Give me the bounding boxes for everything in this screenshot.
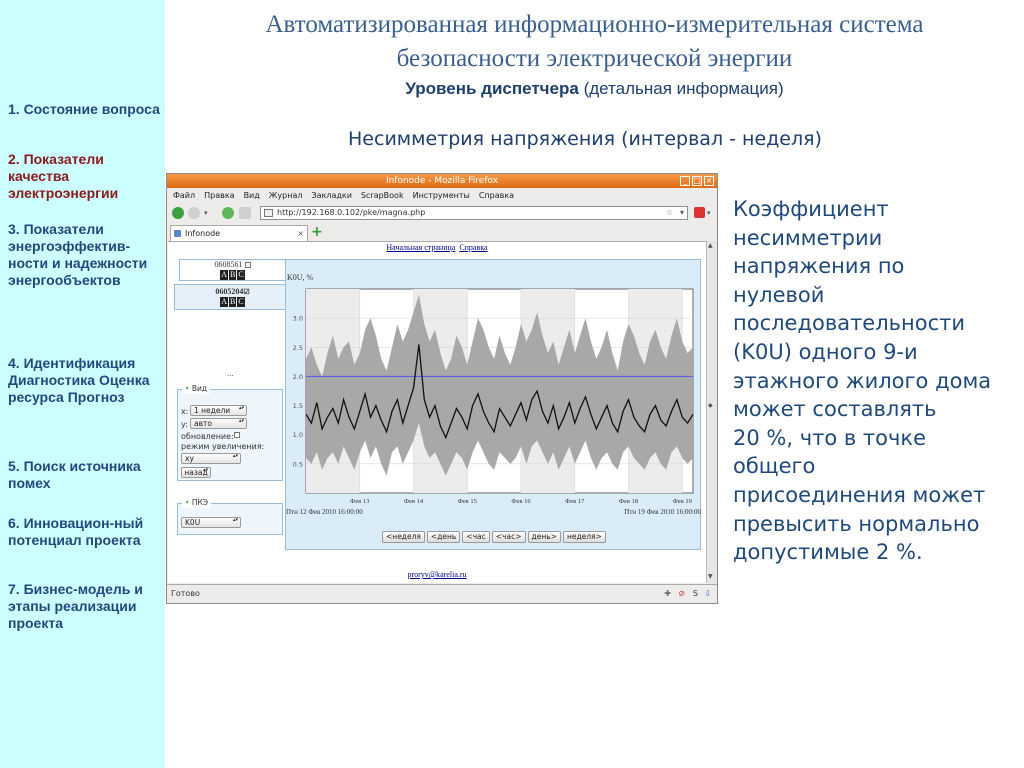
chart-title: K0U, % [287,273,314,282]
page-title-line1: Автоматизированная информационно-измерительная система [265,11,924,38]
y-tick-label: 2.0 [292,372,303,381]
nav-item-interference[interactable]: 5. Поиск источника помех [8,458,141,491]
view-legend-text: Вид [191,384,208,393]
phase-b: B [230,270,236,279]
refresh-checkbox[interactable] [234,432,240,438]
nav-item-innovation[interactable]: 6. Инновацион-ный потенциал проекта [8,515,144,548]
menu-history[interactable]: Журнал [268,191,303,200]
time-nav-buttons [382,531,606,543]
section-title: Несимметрия напряжения (интервал - неделя) [348,128,822,150]
menu-help[interactable]: Справка [478,191,515,200]
pke-select[interactable]: K0U ▴▾ [181,517,241,528]
ellipsis: ... [227,370,234,378]
next-day-button[interactable]: день> [528,531,561,543]
tab-close-icon[interactable]: × [297,229,304,238]
x-tick-label: Фев 14 [403,498,424,505]
status-block-icon[interactable]: ⊘ [678,589,685,598]
pke-legend [182,498,211,508]
tab-infonode[interactable] [170,225,308,241]
menu-tools[interactable]: Инструменты [412,191,470,200]
navigation-toolbar [167,203,717,223]
status-bar [167,584,717,603]
x-tick-label: Фев 16 [511,498,531,505]
page-icon [264,209,273,217]
menu-bar [167,188,717,203]
x-label: x: [181,407,189,416]
meter-id: 0608561 [214,260,243,269]
star-icon[interactable]: ☆ [665,208,673,217]
window-controls [680,176,714,186]
meter-checkbox[interactable] [245,262,251,268]
y-label: y: [181,420,188,429]
url-dropdown-icon[interactable]: ▾ [679,208,684,217]
pke-legend-text: ПКЭ [191,498,209,507]
contact-email-link[interactable]: proryv@karelia.ru [407,570,467,579]
left-sidebar [0,0,165,768]
meter-id: 0605204 [215,287,244,296]
description-text: Коэффициент несимметрии напряжения по нулевой последовательности (K0U) одного 9-и этажного жилого дома может составлять 20 %, что в точке общего присоединения может превысить нормально допустимые 2 %. [733,197,992,565]
bullet-icon: • [185,384,190,393]
refresh-label: обновление: [181,432,234,441]
y-tick-label: 1.0 [292,431,303,440]
tab-page-icon [174,230,181,237]
view-legend [182,384,210,394]
subtitle-level: Уровень диспетчера [405,79,579,98]
status-text: Готово [171,589,200,598]
page-subtitle [165,78,1024,100]
y-select[interactable]: авто ▴▾ [190,418,247,429]
back-icon[interactable] [172,207,184,219]
tab-bar [167,224,717,241]
zoom-select[interactable]: xy ▴▾ [181,453,241,464]
x-tick-label: Фев 15 [457,498,477,505]
nav-item-state[interactable]: 1. Состояние вопроса [8,101,160,117]
chart-panel [285,259,701,550]
maximize-icon[interactable]: □ [693,176,701,185]
menu-file[interactable]: Файл [173,191,196,200]
status-s-icon[interactable]: S [692,589,698,598]
meter-item-1[interactable] [179,259,286,281]
date-start: Птн 12 Фев 2010 16:00:00 [286,508,363,516]
phase-b: B [230,297,236,306]
menu-bookmarks[interactable]: Закладки [311,191,352,200]
nav-item-identification[interactable]: 4. Идентификация Диагностика Оценка ресурса Прогноз [8,355,150,405]
adblock-icon[interactable] [694,207,705,218]
vertical-scrollbar[interactable] [706,241,717,583]
page-content [168,241,706,583]
menu-edit[interactable]: Правка [204,191,235,200]
menu-scrapbook[interactable]: ScrapBook [360,191,404,200]
date-end: Птн 19 Фев 2010 16:00:00 [624,508,701,516]
url-text: http://192.168.0.102/pke/magna.php [277,208,426,217]
x-tick-label: Фев 19 [672,498,692,505]
toolbar-dropdown-icon[interactable]: ▾ [707,209,711,217]
status-tool-icon[interactable]: ✚ [664,589,671,598]
nav-item-business[interactable]: 7. Бизнес-модель и этапы реализации проекта [8,581,143,631]
back-button[interactable]: назад ▴▾ [181,467,211,478]
x-tick-label: Фев 18 [618,498,639,505]
x-tick-label: Фев 17 [565,498,585,505]
history-dropdown-icon[interactable]: ▾ [204,209,208,217]
nav-item-efficiency[interactable]: 3. Показатели энергоэффектив-ности и надежности энергообъектов [8,221,148,288]
scroll-down-icon[interactable]: ▼ [708,573,713,580]
url-bar[interactable] [260,206,688,220]
page-links [168,242,706,254]
subtitle-detail: (детальная информация) [578,79,784,98]
meter-item-2[interactable] [174,284,291,310]
menu-view[interactable]: Вид [243,191,260,200]
phase-c: C [238,270,244,279]
pke-panel [177,498,283,535]
status-download-icon[interactable]: ⇩ [704,589,711,598]
x-select[interactable]: 1 недели ▴▾ [190,405,247,416]
new-tab-icon[interactable]: + [311,224,323,240]
prev-day-button[interactable]: <день [427,531,460,543]
phase-c: C [238,297,244,306]
meter-checkbox-checked[interactable]: ☑ [243,288,250,296]
phase-a: A [221,297,228,306]
forward-icon[interactable] [188,207,200,219]
y-tick-label: 3.0 [292,314,303,323]
window-titlebar [167,174,717,188]
tab-title: Infonode [185,229,221,238]
prev-week-button[interactable]: <неделя [382,531,425,543]
prev-hour-button[interactable]: <час [462,531,489,543]
home-link[interactable]: Начальная страница [386,243,456,252]
close-icon[interactable]: × [705,176,713,185]
minimize-icon[interactable]: _ [680,176,690,186]
x-tick-label: Фев 13 [350,498,370,505]
reload-icon[interactable] [222,207,234,219]
nav-item-quality[interactable]: 2. Показатели качества электроэнергии [8,151,119,201]
y-tick-label: 0.5 [292,460,303,469]
phase-a: A [221,270,228,279]
hour-button[interactable]: <час> [492,531,526,543]
zoom-label: режим увеличения: [181,442,265,451]
chart-svg[interactable] [286,260,702,551]
bullet-icon: • [185,498,190,507]
stop-icon[interactable] [239,207,251,219]
next-week-button[interactable]: неделя> [563,531,606,543]
y-tick-label: 2.5 [292,343,303,352]
y-tick-label: 1.5 [292,402,303,411]
scroll-up-icon[interactable]: ▲ [708,242,713,249]
scroll-thumb-icon[interactable]: ◆ [708,402,713,409]
browser-window [166,173,718,604]
view-panel [177,384,283,481]
help-link[interactable]: Справка [459,243,488,252]
page-title-line2: безопасности электрической энергии [396,45,793,72]
window-title: Infonode - Mozilla Firefox [385,176,499,186]
